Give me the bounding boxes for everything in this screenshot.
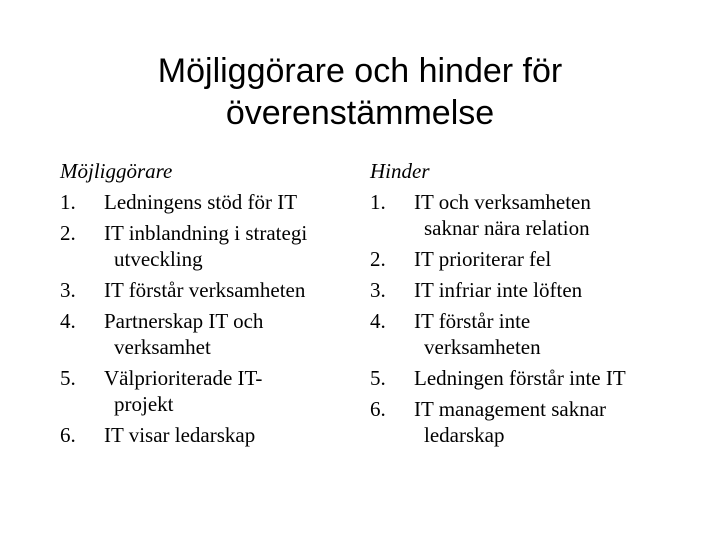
item-number: 4.	[370, 309, 386, 333]
item-text: IT prioriterar fel	[414, 247, 552, 271]
item-number: 1.	[370, 190, 386, 214]
item-number: 6.	[370, 397, 386, 421]
item-number: 6.	[60, 423, 76, 447]
list-item	[60, 365, 350, 417]
item-text-continued: verksamheten	[424, 335, 541, 359]
list-item	[370, 308, 670, 360]
item-text-continued: verksamhet	[114, 335, 211, 359]
slide-title-line-1: Möjliggörare och hinder för	[157, 52, 563, 90]
list-item	[60, 308, 350, 360]
list-item	[370, 365, 670, 391]
inhibitors-heading: Hinder	[370, 159, 430, 183]
item-text: Partnerskap IT och	[104, 309, 264, 333]
item-number: 2.	[370, 247, 386, 271]
inhibitors-list	[370, 189, 670, 448]
item-text: IT management saknar	[414, 397, 607, 421]
item-number: 2.	[60, 221, 76, 245]
list-item	[370, 246, 670, 272]
item-text-continued: saknar nära relation	[424, 216, 590, 240]
list-item	[370, 189, 670, 241]
enablers-column	[60, 158, 350, 453]
list-item	[60, 277, 350, 303]
item-text: IT förstår verksamheten	[104, 278, 306, 302]
item-text: Ledningens stöd för IT	[104, 190, 298, 214]
item-text: Välprioriterade IT-	[104, 366, 263, 390]
item-text: IT förstår inte	[414, 309, 531, 333]
slide-title	[0, 50, 720, 134]
item-number: 1.	[60, 190, 76, 214]
item-number: 5.	[60, 366, 76, 390]
item-text: IT infriar inte löften	[414, 278, 583, 302]
list-item	[60, 220, 350, 272]
inhibitors-column	[370, 158, 670, 453]
item-number: 3.	[370, 278, 386, 302]
list-item	[60, 422, 350, 448]
item-text: Ledningen förstår inte IT	[414, 366, 626, 390]
enablers-list	[60, 189, 350, 448]
item-text: IT och verksamheten	[414, 190, 591, 214]
list-item	[370, 277, 670, 303]
list-item	[60, 189, 350, 215]
item-text: IT inblandning i strategi	[104, 221, 308, 245]
item-text-continued: ledarskap	[424, 423, 505, 447]
slide-title-line-2: överenstämmelse	[225, 94, 495, 132]
item-number: 5.	[370, 366, 386, 390]
item-number: 3.	[60, 278, 76, 302]
item-text: IT visar ledarskap	[104, 423, 256, 447]
list-item	[370, 396, 670, 448]
item-text-continued: projekt	[114, 392, 174, 416]
item-number: 4.	[60, 309, 76, 333]
enablers-heading: Möjliggörare	[60, 159, 173, 183]
item-text-continued: utveckling	[114, 247, 203, 271]
